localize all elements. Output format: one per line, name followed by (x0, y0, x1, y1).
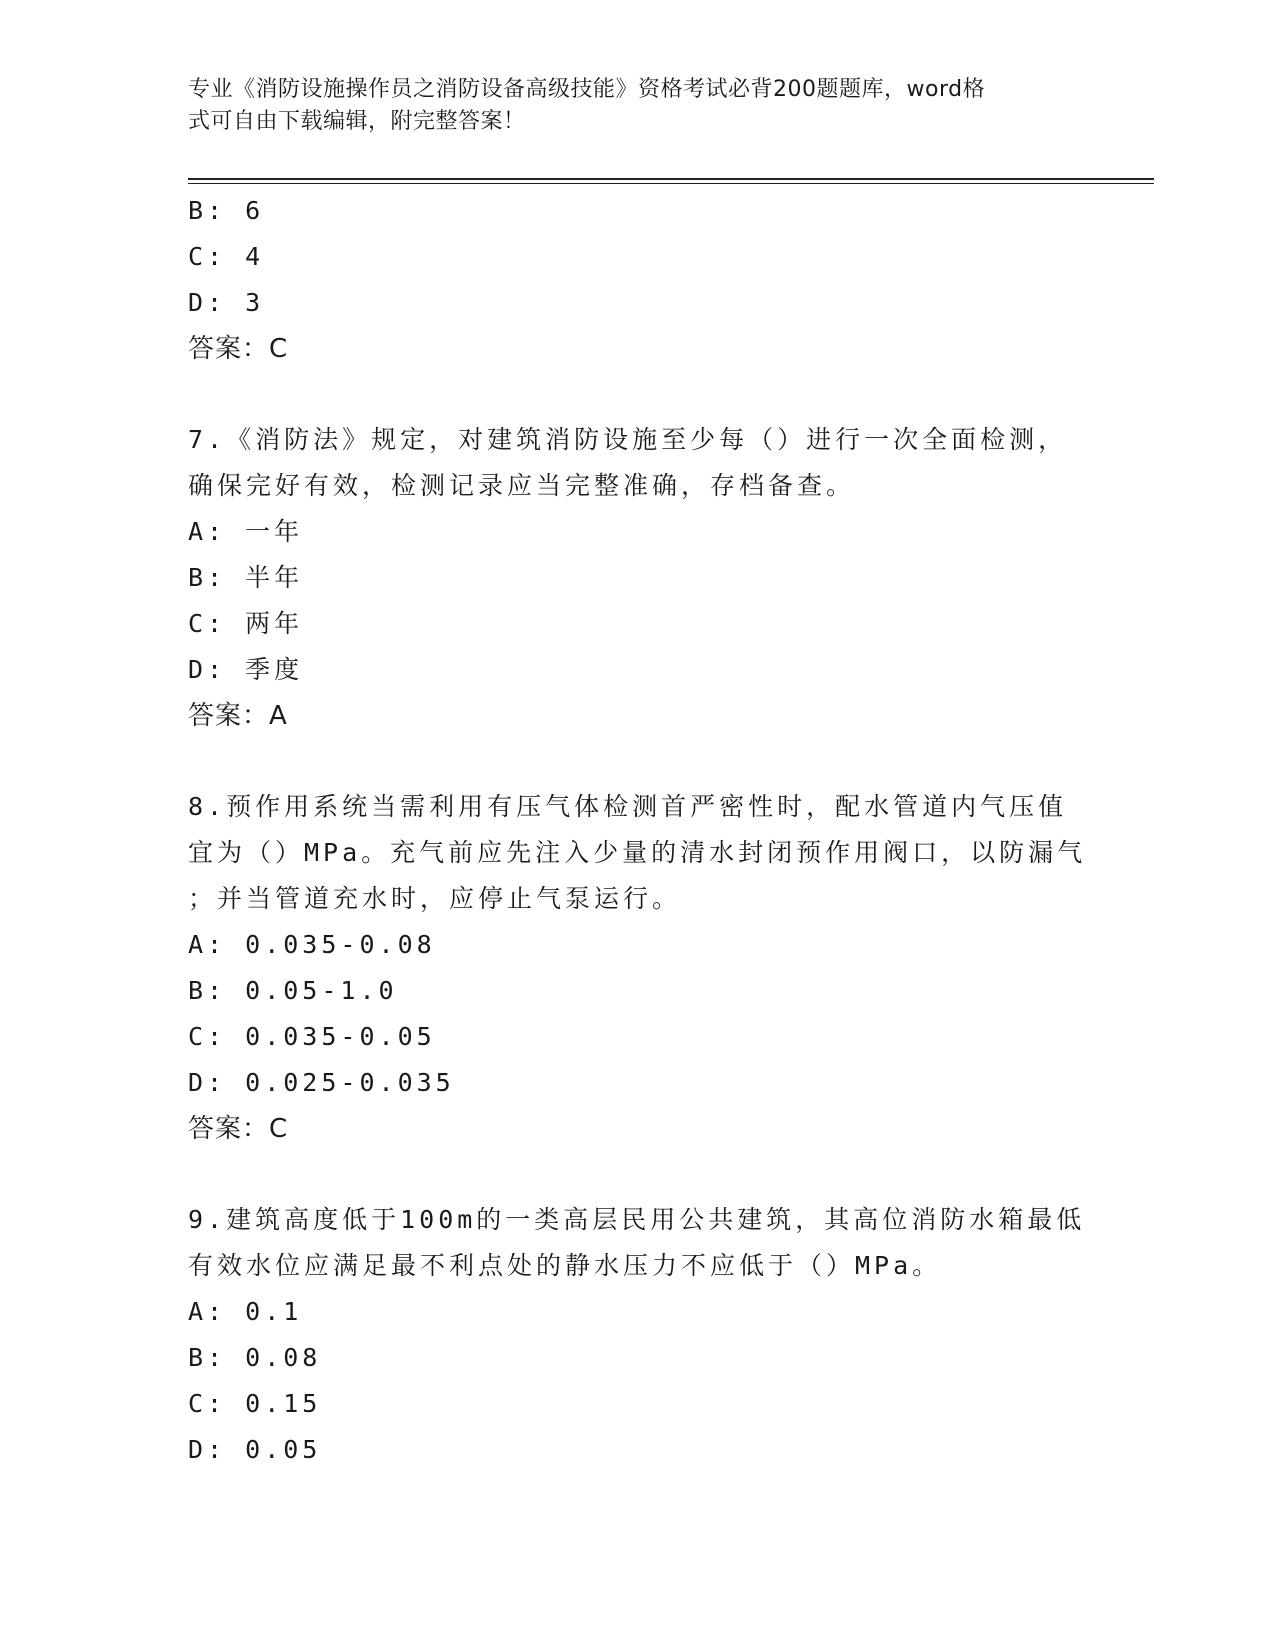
option-b: B: 0.05-1.0 (188, 976, 398, 1005)
option-c: C: 4 (188, 242, 265, 271)
question-text-line: 8.预作用系统当需利用有压气体检测首严密性时，配水管道内气压值 (188, 792, 1068, 821)
option-b: B: 0.08 (188, 1343, 322, 1372)
question-content (188, 188, 1088, 1473)
option-b: B: 半年 (188, 563, 304, 592)
option-a: A: 0.1 (188, 1297, 303, 1326)
question-text-line: 7.《消防法》规定，对建筑消防设施至少每（）进行一次全面检测， (188, 425, 1068, 454)
header-divider-thick (188, 178, 1154, 180)
option-c: C: 0.15 (188, 1389, 322, 1418)
option-b: B: 6 (188, 196, 265, 225)
option-d: D: 0.025-0.035 (188, 1068, 455, 1097)
option-a: A: 一年 (188, 517, 304, 546)
answer-line: 答案：A (188, 701, 288, 731)
option-c: C: 两年 (188, 609, 304, 638)
answer-line: 答案：C (188, 334, 289, 364)
option-c: C: 0.035-0.05 (188, 1022, 436, 1051)
question-6-tail (188, 188, 1088, 372)
option-d: D: 3 (188, 288, 265, 317)
question-7 (188, 417, 1088, 739)
question-text-line: 有效水位应满足最不利点处的静水压力不应低于（）MPa。 (188, 1251, 942, 1280)
option-d: D: 季度 (188, 655, 304, 684)
header-line-1: 专业《消防设施操作员之消防设备高级技能》资格考试必背200题题库，word格 (188, 77, 986, 102)
header-line-2: 式可自由下载编辑，附完整答案！ (188, 109, 526, 134)
question-text-line: ；并当管道充水时，应停止气泵运行。 (188, 884, 682, 913)
document-header (188, 74, 1068, 138)
question-9 (188, 1197, 1088, 1473)
answer-line: 答案：C (188, 1114, 289, 1144)
option-d: D: 0.05 (188, 1435, 322, 1464)
question-text-line: 9.建筑高度低于100m的一类高层民用公共建筑，其高位消防水箱最低 (188, 1205, 1086, 1234)
option-a: A: 0.035-0.08 (188, 930, 436, 959)
question-8 (188, 784, 1088, 1152)
question-text-line: 确保完好有效，检测记录应当完整准确，存档备查。 (188, 471, 856, 500)
header-divider-thin (188, 183, 1154, 184)
question-text-line: 宜为（）MPa。充气前应先注入少量的清水封闭预作用阀口，以防漏气 (188, 838, 1087, 867)
